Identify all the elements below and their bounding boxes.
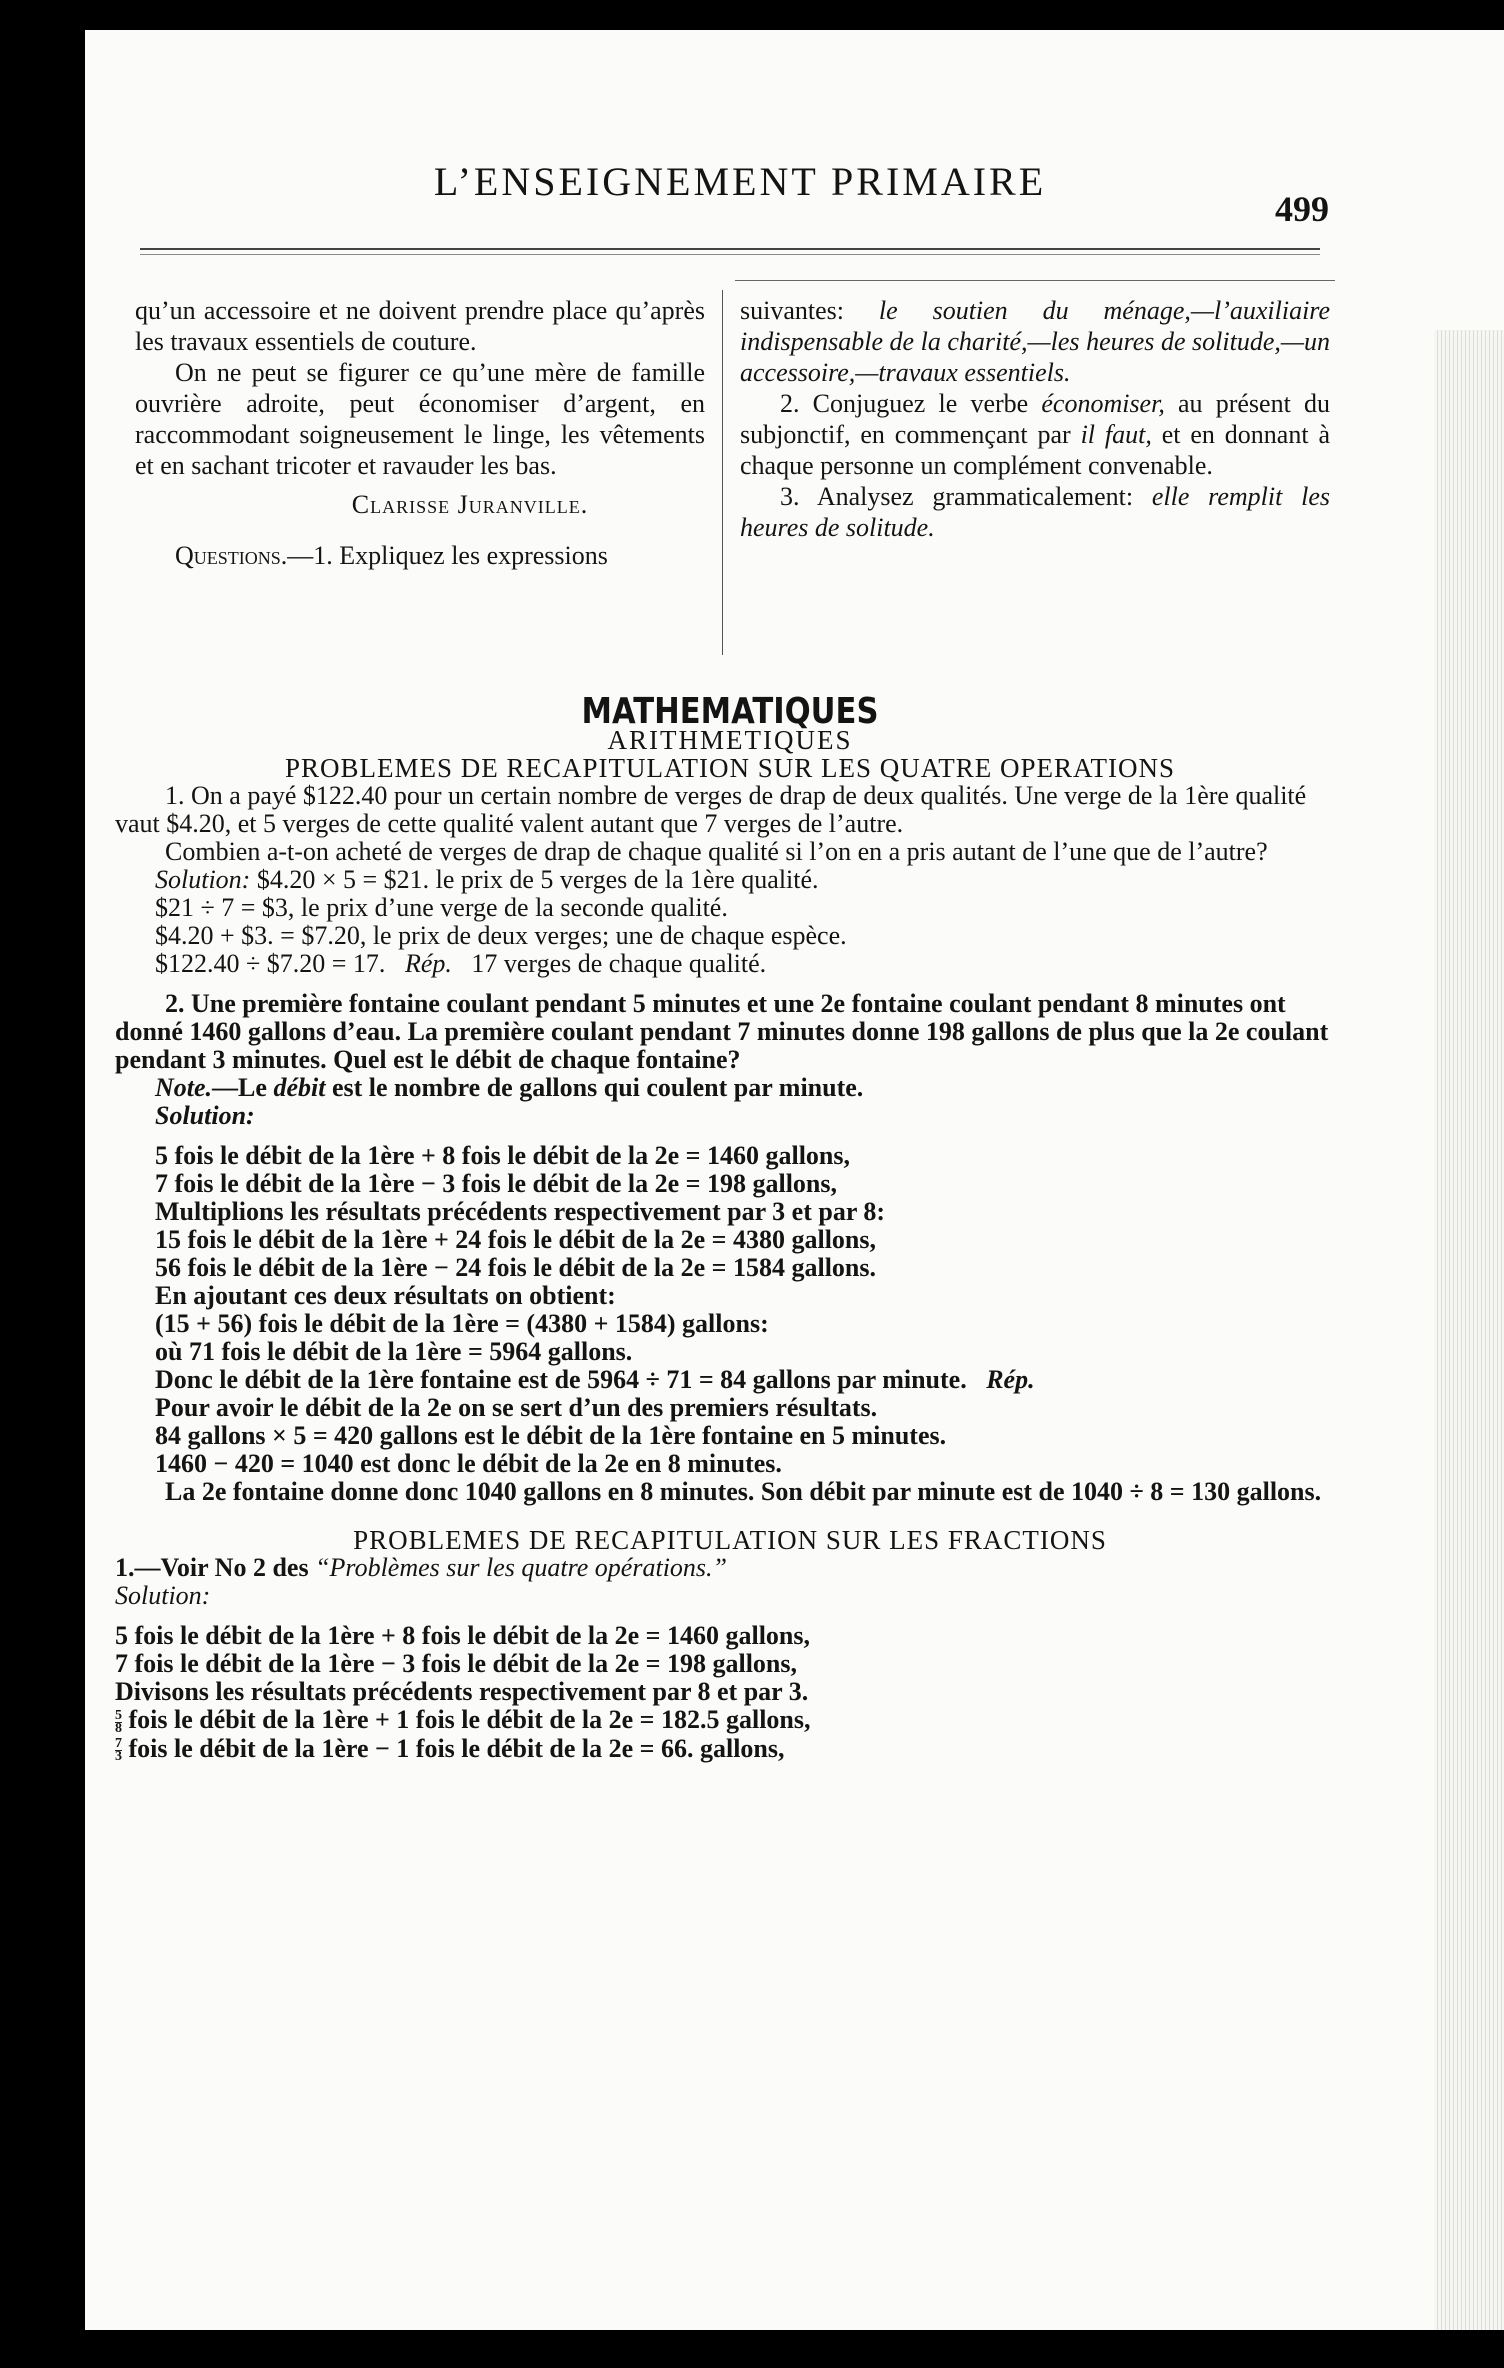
signature: Clarisse Juranville. [351, 490, 589, 519]
section-title: MATHEMATIQUES [581, 691, 879, 732]
fractions-ref [115, 1554, 1345, 1582]
solution-line: 15 fois le débit de la 1ère + 24 fois le débit de la 2e = 4380 gallons, [155, 1225, 877, 1254]
solution-line: En ajoutant ces deux résultats on obtient: [155, 1281, 616, 1310]
solution-line [115, 950, 1345, 978]
solution-line: 84 gallons × 5 = 420 gallons est le débit de la 1ère fontaine en 5 minutes. [155, 1421, 947, 1450]
header-rule-thin [140, 254, 1320, 255]
answer: 17 verges de chaque qualité. [471, 949, 767, 978]
label: Solution: [155, 1101, 255, 1130]
question-3 [740, 481, 1330, 543]
problems-heading: PROBLEMES DE RECAPITULATION SUR LES QUATRE OPERATIONS [284, 753, 1176, 783]
rep-label: Rép. [986, 1365, 1035, 1394]
main-content [115, 691, 1345, 1765]
solution-label [115, 1102, 1345, 1130]
solution-line: Multiplions les résultats précédents respectivement par 3 et par 8: [155, 1197, 886, 1226]
label: Solution: [115, 1581, 211, 1610]
paragraph: On ne peut se figurer ce qu’une mère de famille ouvrière adroite, peut économiser d’argent, en raccommodant soigneusement le linge, les vêtements et en sachant tricoter et ravauder les bas. [135, 358, 705, 480]
text: et en donnant à chaque personne un complément convenable. [740, 420, 1330, 480]
solution-line: (15 + 56) fois le débit de la 1ère = (4380 + 1584) gallons: [155, 1309, 769, 1338]
solution-text: $122.40 ÷ $7.20 = 17. [155, 949, 386, 978]
fraction [115, 1707, 122, 1736]
text: 3. Analysez grammaticalement: [780, 482, 1152, 511]
section-subtitle: ARITHMETIQUES [607, 725, 853, 755]
solution-line [115, 1366, 1345, 1394]
reference: “Problèmes sur les quatre opérations.” [315, 1553, 727, 1582]
term: débit [273, 1073, 326, 1102]
questions [135, 540, 705, 571]
verb: économiser, [1041, 389, 1165, 418]
solution-line: 56 fois le débit de la 1ère − 24 fois le débit de la 2e = 1584 gallons. [155, 1253, 877, 1282]
solution-line [115, 866, 1345, 894]
right-column [740, 295, 1330, 543]
solution-line: 7 fois le débit de la 1ère − 3 fois le débit de la 2e = 198 gallons, [115, 1649, 798, 1678]
solution-label: Solution: [155, 865, 251, 894]
text: est le nombre de gallons qui coulent par minute. [325, 1073, 864, 1102]
solution-text: $4.20 × 5 = $21. le prix de 5 verges de la 1ère qualité. [250, 865, 819, 894]
text: suivantes: [740, 296, 879, 325]
page [85, 30, 1504, 2330]
text: fois le débit de la 1ère − 1 fois le débit de la 2e = 66. gallons, [122, 1733, 785, 1763]
denominator: 8 [115, 1720, 122, 1736]
text: 1.—Voir No 2 des [115, 1553, 316, 1582]
fractions-heading: PROBLEMES DE RECAPITULATION SUR LES FRACTIONS [353, 1525, 1107, 1555]
problem-1-question: Combien a-t-on acheté de verges de drap de chaque qualité si l’on en a pris autant de l’une que de l’autre? [165, 837, 1268, 866]
spacer [115, 1506, 1345, 1526]
left-column [135, 295, 705, 571]
questions-text: —1. Expliquez les expressions [287, 541, 608, 570]
phrase: il faut, [1080, 420, 1152, 449]
solution-line: Divisons les résultats précédents respectivement par 8 et par 3. [115, 1677, 809, 1706]
text: fois le débit de la 1ère + 1 fois le débit de la 2e = 182.5 gallons, [122, 1705, 811, 1734]
problem-2-statement: 2. Une première fontaine coulant pendant 5 minutes et une 2e fontaine coulant pendant 8 minutes ont donné 1460 gallons d’eau. La première coulant pendant 7 minutes donne 198 gallons de plus que la 2e coulant pendant 3 minutes. Quel est le débit de chaque fontaine? [115, 989, 1329, 1074]
phrase: elle remplit les heures de solitude. [740, 482, 1330, 542]
solution-label [115, 1582, 1345, 1610]
text: 2. Conjuguez le verbe [780, 389, 1042, 418]
note-label: Note. [155, 1073, 213, 1102]
solution-line: où 71 fois le débit de la 1ère = 5964 gallons. [155, 1337, 633, 1366]
solution-line [115, 1706, 1345, 1735]
problem-1-statement: 1. On a payé $122.40 pour un certain nombre de verges de drap de deux qualités. Une verge de la 1ère qualité vaut $4.20, et 5 verges de cette qualité valent autant que 7 verges de l’autre. [115, 781, 1307, 838]
numerator: 7 [115, 1736, 122, 1752]
solution-line: Pour avoir le débit de la 2e on se sert d’un des premiers résultats. [155, 1393, 878, 1422]
solution-line [115, 1735, 1345, 1764]
text: Donc le débit de la 1ère fontaine est de 5964 ÷ 71 = 84 gallons par minute. [155, 1365, 967, 1394]
running-head: L’ENSEIGNEMENT PRIMAIRE [433, 159, 1047, 204]
questions-label: Questions. [175, 541, 288, 570]
column-top-rule [735, 280, 1335, 281]
solution-line: 5 fois le débit de la 1ère + 8 fois le débit de la 2e = 1460 gallons, [155, 1141, 851, 1170]
column-divider [722, 290, 723, 655]
numerator: 5 [115, 1707, 122, 1723]
page-edge [1434, 330, 1504, 2330]
solution-line: 5 fois le débit de la 1ère + 8 fois le débit de la 2e = 1460 gallons, [115, 1621, 811, 1650]
paragraph: qu’un accessoire et ne doivent prendre place qu’après les travaux essentiels de couture. [135, 296, 705, 356]
question-1-cont [740, 295, 1330, 388]
page-number: 499 [1275, 189, 1329, 229]
solution-line: 7 fois le débit de la 1ère − 3 fois le débit de la 2e = 198 gallons, [155, 1169, 838, 1198]
question-2 [740, 388, 1330, 481]
solution-final: La 2e fontaine donne donc 1040 gallons en 8 minutes. Son débit par minute est de 1040 ÷ 8 = 130 gallons. [165, 1477, 1322, 1506]
fraction [115, 1738, 122, 1763]
expressions: le soutien du ménage,—l’auxiliaire indispensable de la charité,—les heures de solitude,—un accessoire,—travaux essentiels. [740, 296, 1330, 387]
text: —Le [212, 1073, 274, 1102]
denominator: 3 [115, 1749, 122, 1765]
rep-label: Rép. [404, 949, 452, 978]
header-rule [140, 248, 1320, 250]
solution-line: $4.20 + $3. = $7.20, le prix de deux verges; une de chaque espèce. [155, 921, 847, 950]
solution-line: 1460 − 420 = 1040 est donc le débit de la 2e en 8 minutes. [155, 1449, 782, 1478]
note [115, 1074, 1345, 1102]
text: au présent du subjonctif, en commençant par [740, 389, 1330, 449]
solution-line: $21 ÷ 7 = $3, le prix d’une verge de la seconde qualité. [155, 893, 728, 922]
